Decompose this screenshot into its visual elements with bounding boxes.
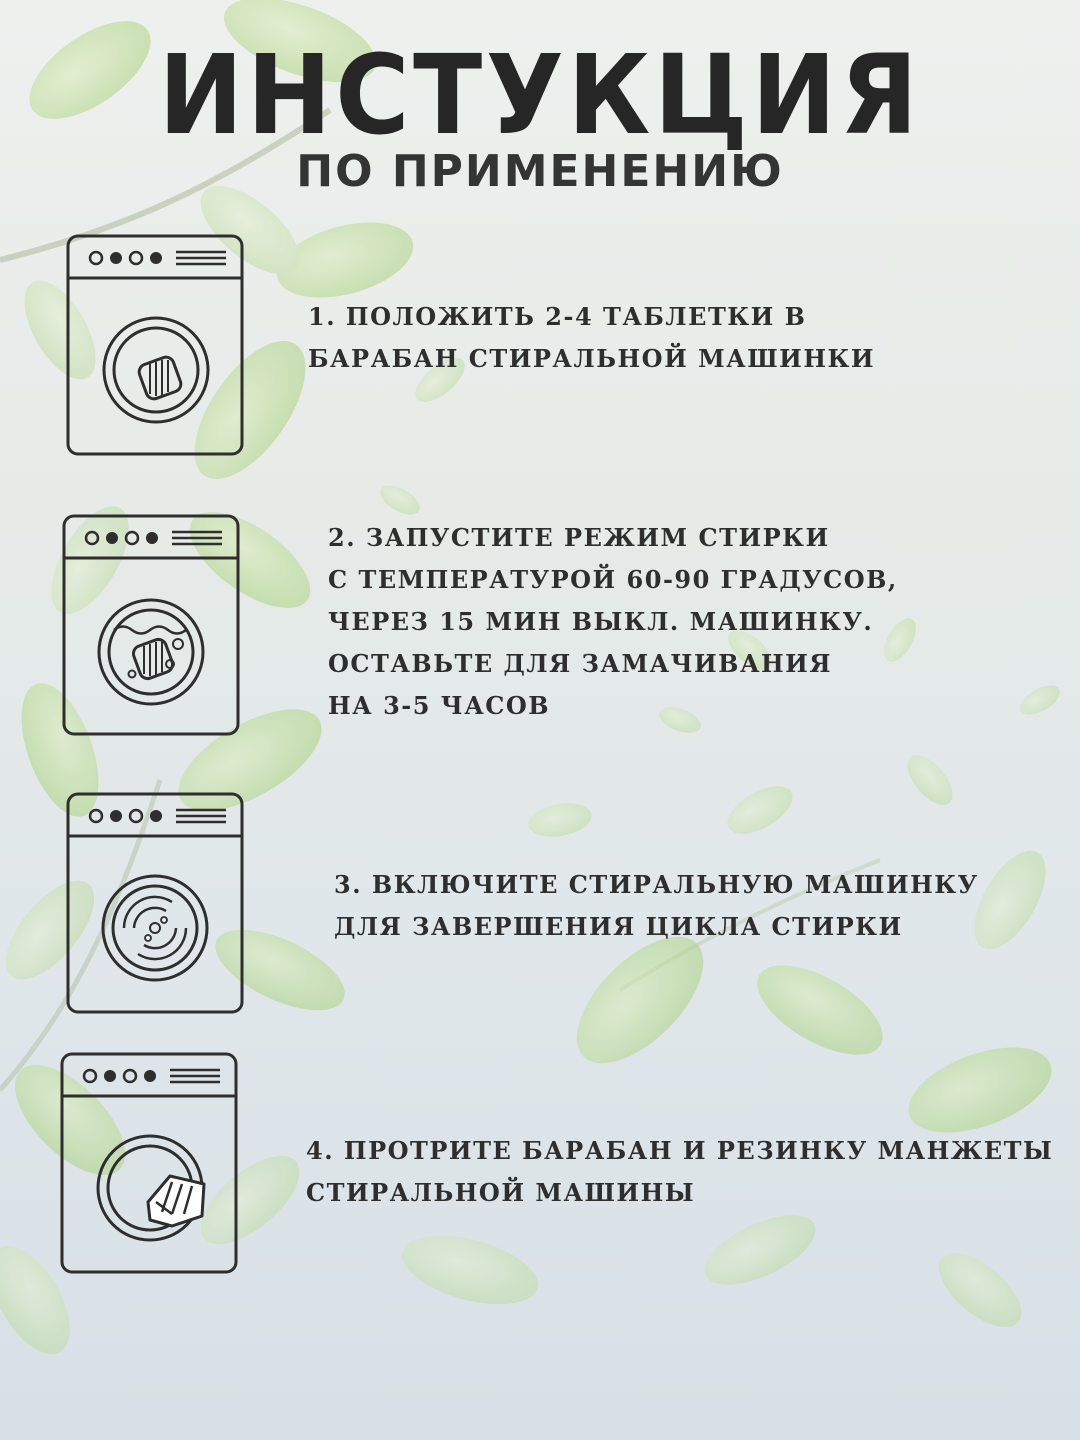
step-2-line-4: ОСТАВЬТЕ ДЛЯ ЗАМАЧИВАНИЯ xyxy=(328,649,832,678)
washing-machine-tablet-icon xyxy=(66,234,244,458)
step-2-line-1: 2. ЗАПУСТИТЕ РЕЖИМ СТИРКИ xyxy=(328,523,830,552)
step-2-line-3: ЧЕРЕЗ 15 МИН ВЫКЛ. МАШИНКУ. xyxy=(328,607,874,636)
step-3-text xyxy=(334,864,979,948)
step-2-line-2: С ТЕМПЕРАТУРОЙ 60-90 ГРАДУСОВ, xyxy=(328,565,898,594)
page-subtitle: ПО ПРИМЕНЕНИЮ xyxy=(296,146,784,197)
washing-machine-soak-icon xyxy=(62,514,240,738)
step-1-line-2: БАРАБАН СТИРАЛЬНОЙ МАШИНКИ xyxy=(308,344,876,373)
washing-machine-wipe-icon xyxy=(60,1052,238,1276)
step-4-line-2: СТИРАЛЬНОЙ МАШИНЫ xyxy=(306,1178,696,1207)
washing-machine-spin-icon xyxy=(66,792,244,1016)
step-2-text xyxy=(328,517,898,727)
step-4-text xyxy=(306,1130,1053,1214)
step-1-text xyxy=(308,296,875,380)
step-1-line-1: 1. ПОЛОЖИТЬ 2-4 ТАБЛЕТКИ В xyxy=(308,302,807,331)
step-3-line-2: ДЛЯ ЗАВЕРШЕНИЯ ЦИКЛА СТИРКИ xyxy=(334,912,903,941)
step-2-line-5: НА 3-5 ЧАСОВ xyxy=(328,691,551,720)
page-title: ИНСТУКЦИЯ xyxy=(158,31,922,159)
step-3-line-1: 3. ВКЛЮЧИТЕ СТИРАЛЬНУЮ МАШИНКУ xyxy=(334,870,979,899)
step-4-line-1: 4. ПРОТРИТЕ БАРАБАН И РЕЗИНКУ МАНЖЕТЫ xyxy=(306,1136,1054,1165)
